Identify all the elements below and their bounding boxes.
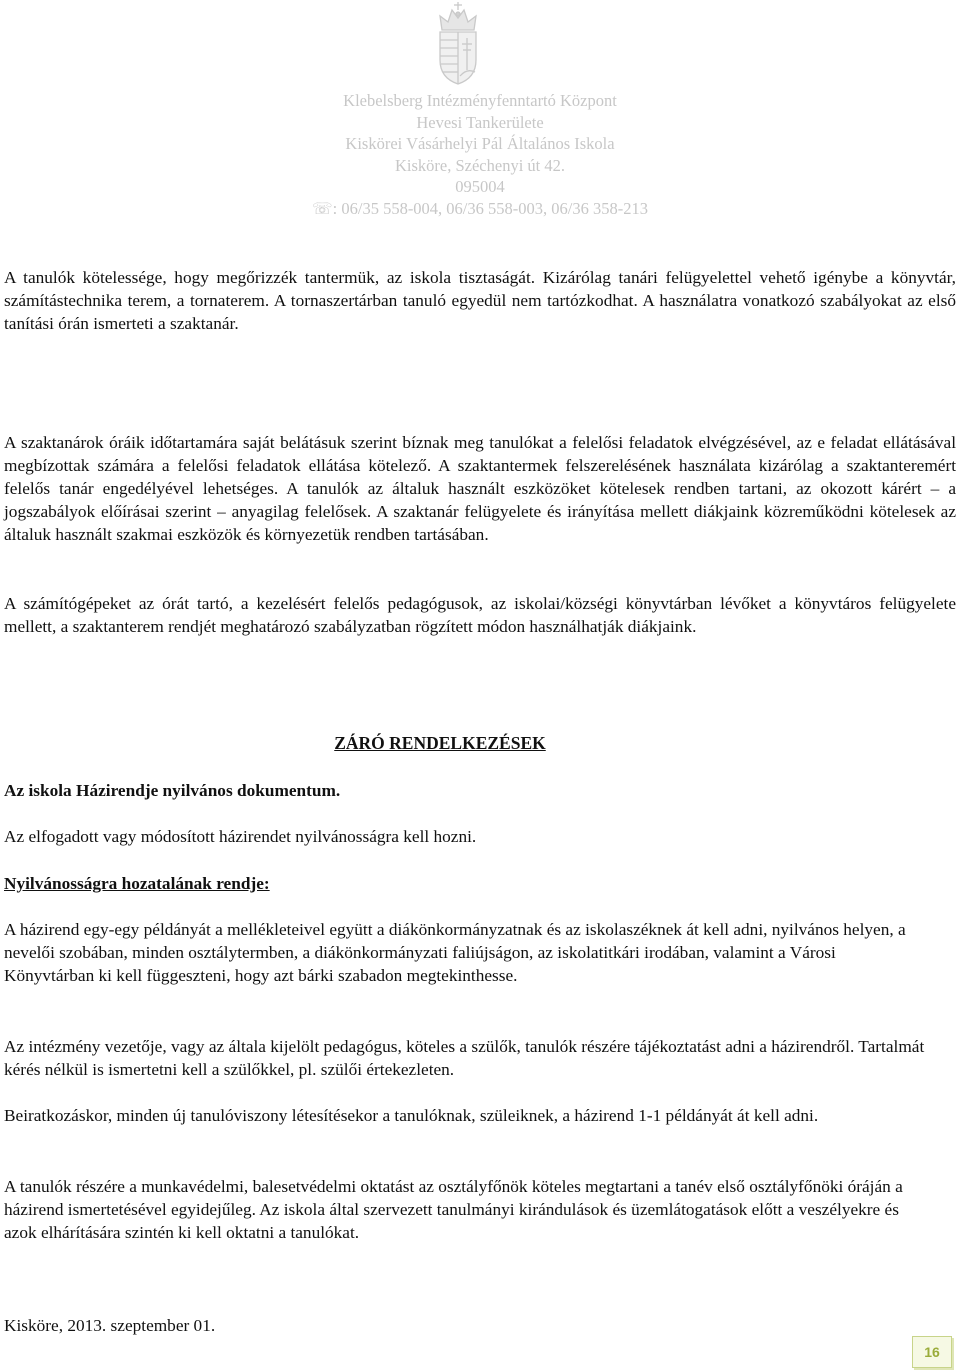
section-heading: ZÁRÓ RENDELKEZÉSEK	[334, 733, 546, 753]
letterhead-line: 095004	[455, 177, 505, 197]
letterhead-line: ☏: 06/35 558-004, 06/36 558-003, 06/36 358-213	[312, 198, 648, 218]
date-line: Kisköre, 2013. szeptember 01.	[4, 1316, 216, 1335]
letterhead-line: Klebelsberg Intézményfenntartó Központ	[343, 91, 617, 110]
paragraph-director: Az intézmény vezetője, vagy az általa kijelölt pedagógus, köteles a szülők, tanulók részére tájékoztatást adni a házirendről. Tartalmát kérés nélkül is ismertetni kell a szülőkkel, pl. szülői értekezleten.	[4, 1037, 925, 1079]
letterhead-line: Kisköre, Széchenyi út 42.	[394, 155, 565, 175]
page-number-badge: 16	[912, 1336, 952, 1368]
letterhead	[0, 90, 960, 220]
paragraph-subject-teachers: A szaktanárok óráik időtartamára saját belátásuk szerint bíznak meg tanulókat a felelősi feladatok elvégzésével, az e feladat ellátásával megbízottak számára a felelősi feladatok ellátása kötelező. A szaktantermek felszerelésének használata kizárólag a szaktanteremért felelős tanár engedélyével lehetséges. A tanulók az általuk használt eszközöket kötelesek rendben tartani, az okozott kárért – a jogszabályok előírásai szerint – anyagilag felelősek. A szaktanár felügyelete és irányítása mellett diákjaink közreműködni kötelesek az általuk használt szakmai eszközök és környezetük rendben tartásában.	[4, 433, 956, 544]
paragraph-enrollment: Beiratkozáskor, minden új tanulóviszony létesítésekor a tanulóknak, szüleiknek, a házirend 1-1 példányát át kell adni.	[4, 1106, 819, 1125]
public-document-line: Az iskola Házirendje nyilvános dokumentum.	[4, 781, 341, 800]
paragraph-copies: A házirend egy-egy példányát a mellékleteivel együtt a diákönkormányzatnak és az iskolaszéknek át kell adni, nyilvános helyen, a nevelői szobában, minden osztálytermben, a diákönkormányzati faliújságon, az iskolatitkári irodában, valamint a Városi Könyvtárban ki kell függeszteni, hogy azt bárki szabadon megtekinthesse.	[4, 920, 906, 985]
paragraph-computers: A számítógépeket az órát tartó, a kezelésért felelős pedagógusok, az iskolai/községi könyvtárban lévőket a könyvtáros felügyelete mellett, a szaktanterem rendjét meghatározó szabályzatban rögzített módon használhatják diákjaink.	[4, 594, 956, 636]
paragraph-safety: A tanulók részére a munkavédelmi, balesetvédelmi oktatást az osztályfőnök köteles megtartani a tanév első osztályfőnöki óráján a házirend ismertetésével egyidejűleg. Az iskola által szervezett tanulmányi kirándulások és üzemlátogatások előtt a veszélyekre és azok elhárítására szintén ki kell oktatni a tanulókat.	[4, 1177, 903, 1242]
paragraph-publication: Az elfogadott vagy módosított házirendet nyilvánosságra kell hozni.	[4, 827, 477, 846]
coat-of-arms-logo	[432, 0, 484, 86]
paragraph-room-rules: A tanulók kötelessége, hogy megőrizzék tantermük, az iskola tisztaságát. Kizárólag tanári felügyelettel vehető igénybe a könyvtár, számítástechnika terem, a tornaterem. A tornaszertárban tanuló egyedül nem tartózkodhat. A használatra vonatkozó szabályokat az első tanítási órán ismerteti a szaktanár.	[4, 268, 956, 333]
letterhead-line: Kiskörei Vásárhelyi Pál Általános Iskola	[345, 134, 615, 154]
subheading-publication-order: Nyilvánosságra hozatalának rendje:	[4, 874, 270, 893]
letterhead-line: Hevesi Tankerülete	[416, 112, 544, 132]
